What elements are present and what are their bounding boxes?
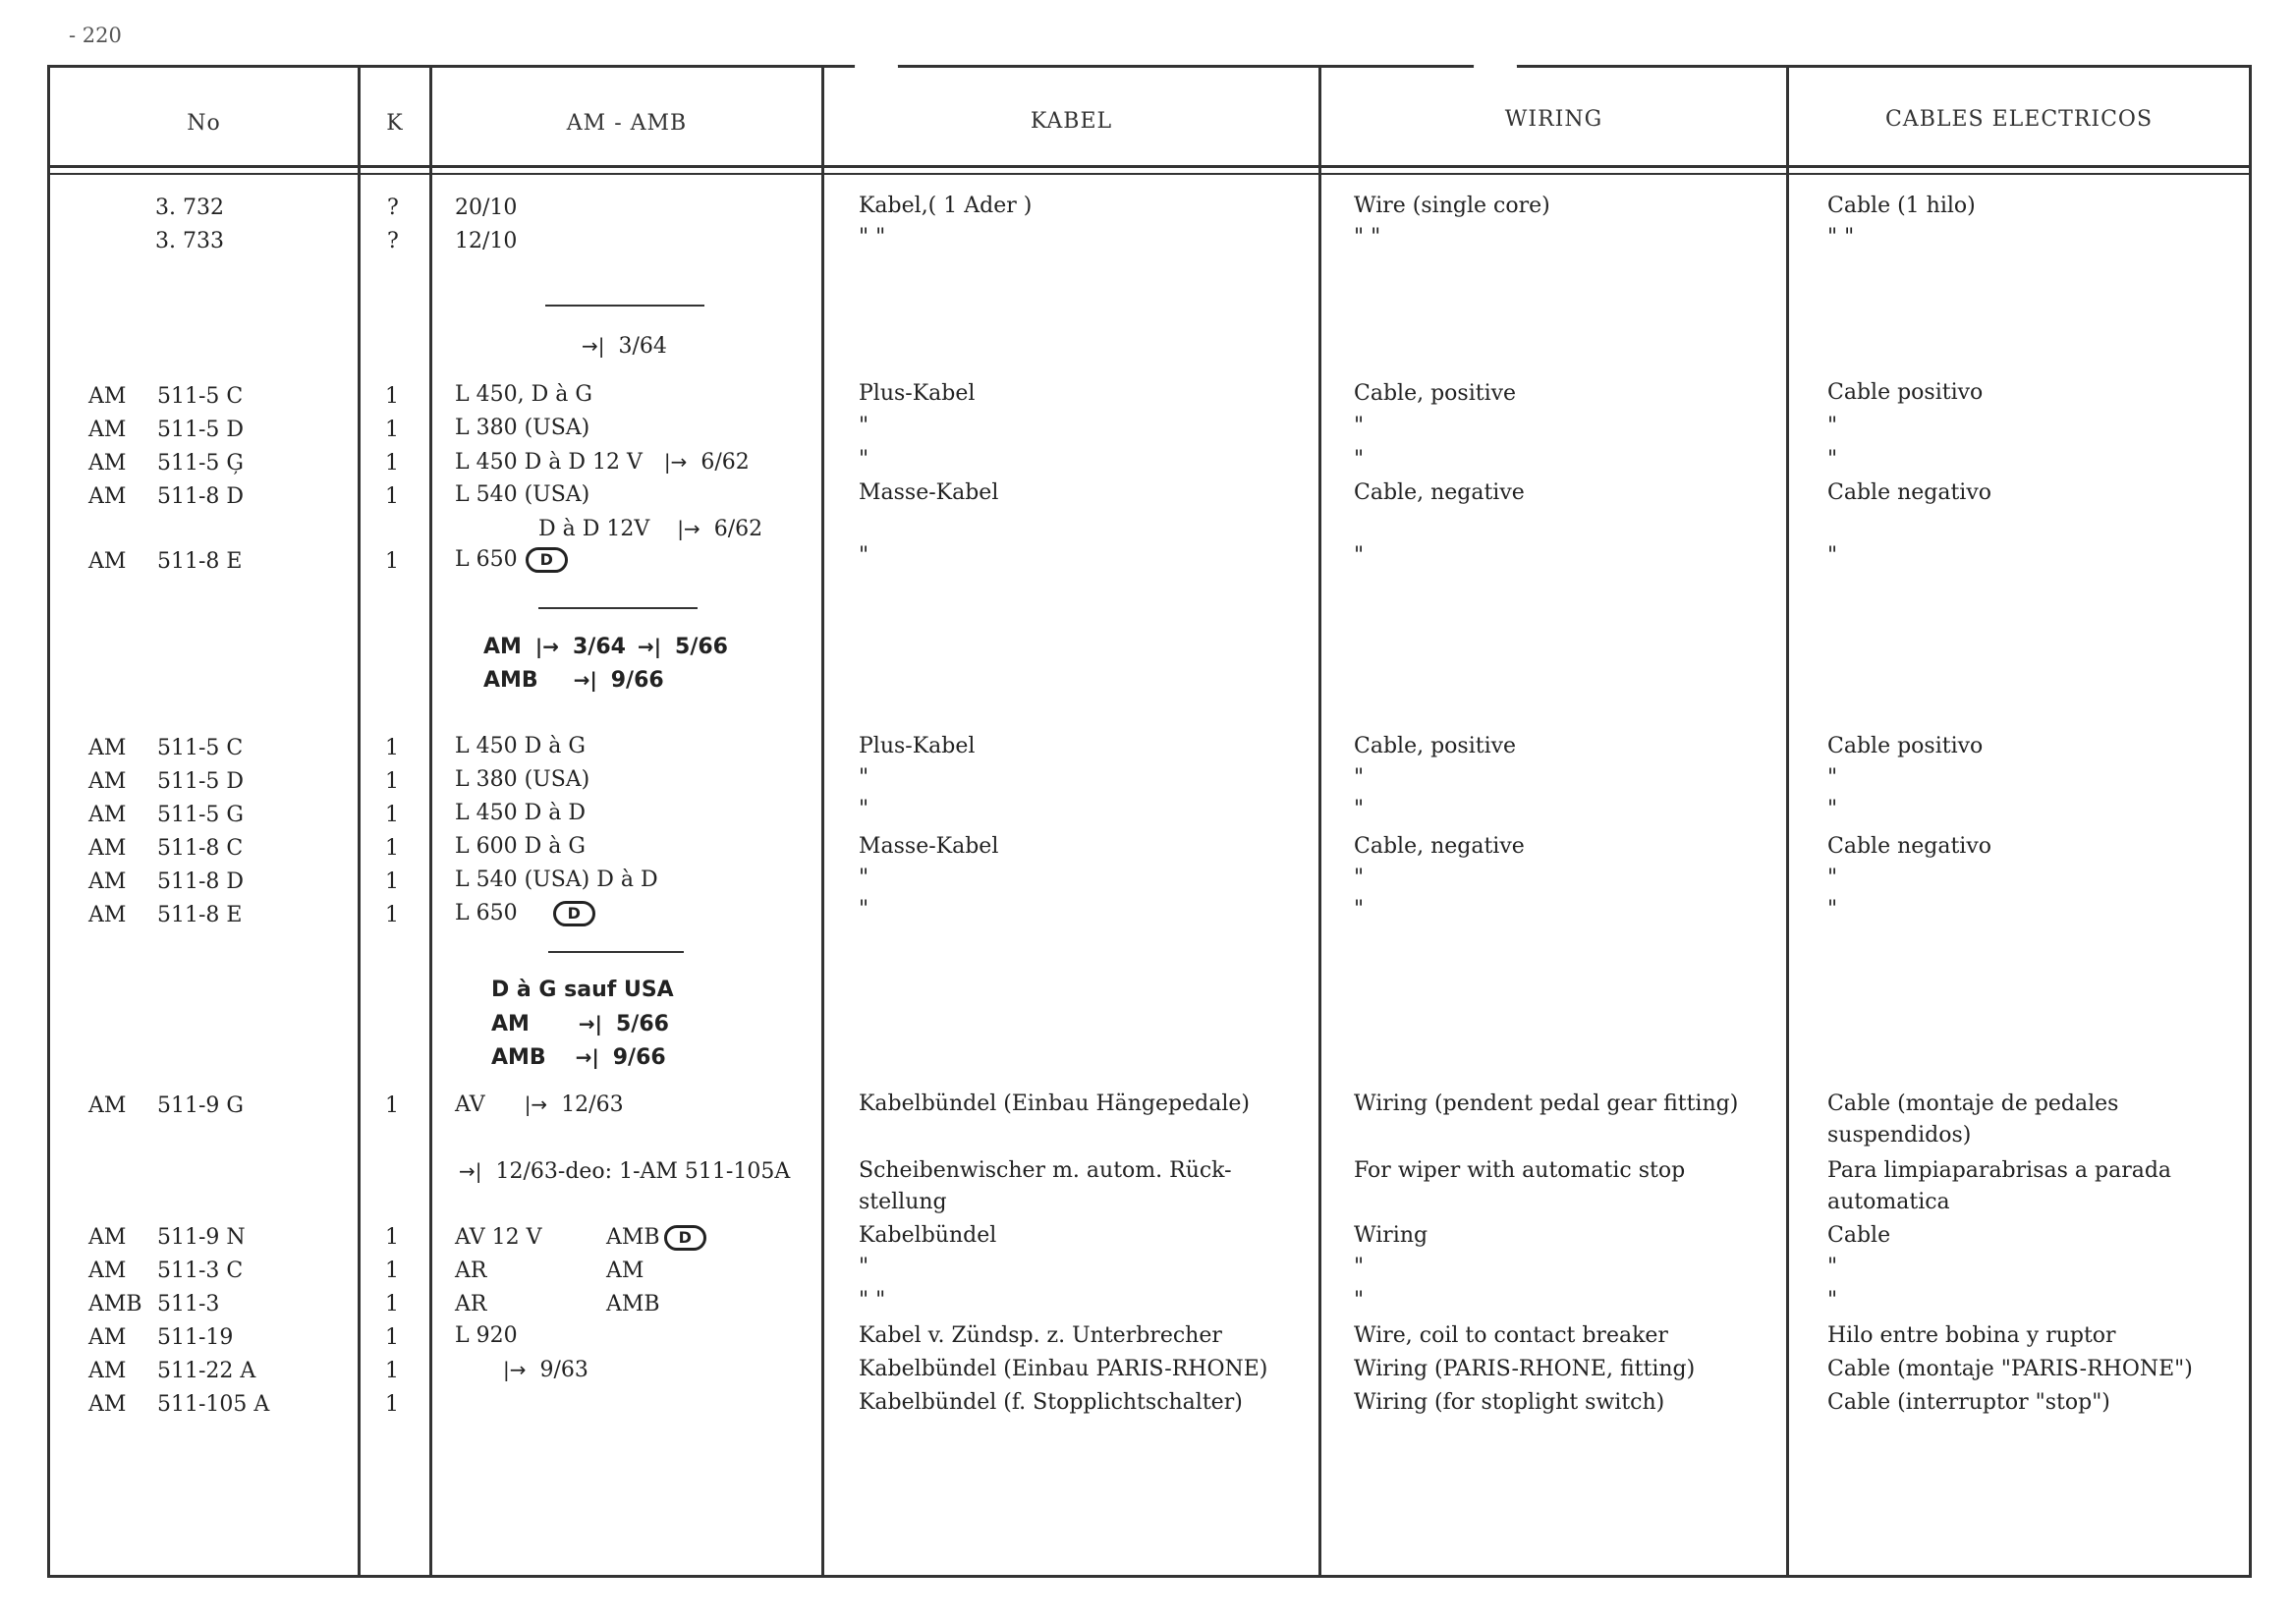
part-number: 511-5 D bbox=[157, 769, 245, 794]
wiring-text: Cable, negative bbox=[1354, 834, 1525, 859]
kabel-text: Kabelbündel (Einbau Hängepedale) bbox=[859, 1092, 1250, 1116]
model-info: AR bbox=[455, 1259, 487, 1283]
kabel-text: Kabel,( 1 Ader ) bbox=[859, 194, 1033, 218]
quantity: 1 bbox=[385, 1093, 399, 1118]
part-number: 511-3 bbox=[157, 1292, 220, 1316]
row-prefix: AM bbox=[88, 418, 127, 442]
quantity: 1 bbox=[385, 736, 399, 760]
group-note: D à G sauf USA bbox=[491, 978, 674, 1002]
part-number: 511-9 N bbox=[157, 1225, 246, 1250]
part-number: 511-8 E bbox=[157, 549, 243, 574]
quantity: 1 bbox=[385, 1292, 399, 1316]
quantity: ? bbox=[387, 196, 399, 220]
cables-text: " bbox=[1827, 797, 1838, 821]
group-am-dates: AM →| 5/66 bbox=[491, 1012, 669, 1036]
wiring-text: " bbox=[1354, 414, 1365, 438]
model-info: AV 12 V bbox=[455, 1225, 542, 1250]
d-badge-icon: D bbox=[526, 547, 568, 573]
until-arrow-icon: →| bbox=[575, 1045, 599, 1069]
row-prefix: AM bbox=[88, 1093, 127, 1118]
column-divider bbox=[1318, 65, 1321, 1578]
row-prefix: AM bbox=[88, 549, 127, 574]
model-info: L 450 D à G bbox=[455, 734, 586, 758]
wiring-text: For wiper with automatic stop bbox=[1354, 1158, 1686, 1183]
model-info: L 380 (USA) bbox=[455, 767, 590, 792]
quantity: ? bbox=[387, 229, 399, 253]
model-info: L 540 (USA) D à D bbox=[455, 868, 658, 892]
model-info: L 380 (USA) bbox=[455, 416, 590, 440]
quantity: 1 bbox=[385, 1325, 399, 1350]
cables-text: Cable negativo bbox=[1827, 480, 1992, 505]
row-prefix: AM bbox=[88, 1359, 127, 1383]
model-info: 12/10 bbox=[455, 229, 518, 253]
model-info: L 650 D bbox=[455, 546, 568, 574]
part-number: 511-5 D bbox=[157, 418, 245, 442]
header-no: No bbox=[187, 111, 221, 136]
quantity: 1 bbox=[385, 418, 399, 442]
cables-text: " bbox=[1827, 1255, 1838, 1279]
cables-text-cont: automatica bbox=[1827, 1190, 1950, 1214]
model-info: AV |→ 12/63 bbox=[455, 1092, 624, 1117]
cables-text: " bbox=[1827, 866, 1838, 890]
header-kabel: KABEL bbox=[1030, 109, 1113, 134]
quantity: 1 bbox=[385, 1225, 399, 1250]
row-prefix: AM bbox=[88, 903, 127, 927]
model-info: L 650 D bbox=[455, 900, 595, 927]
cables-text: " bbox=[1827, 447, 1838, 472]
kabel-text: " bbox=[859, 447, 869, 472]
cables-text: " " bbox=[1827, 225, 1855, 250]
cables-text: Cable (montaje "PARIS-RHONE") bbox=[1827, 1357, 2193, 1381]
wiring-text: Cable, positive bbox=[1354, 381, 1517, 406]
wiring-text: " bbox=[1354, 447, 1365, 472]
model-info: 20/10 bbox=[455, 196, 518, 220]
part-number: 511-8 E bbox=[157, 903, 243, 927]
part-number: 3. 732 bbox=[155, 196, 224, 220]
wiring-text: Wiring (pendent pedal gear fitting) bbox=[1354, 1092, 1739, 1116]
model-info: L 450, D à G bbox=[455, 382, 592, 407]
part-number: 511-3 C bbox=[157, 1259, 244, 1283]
until-arrow-icon: →| bbox=[582, 334, 605, 358]
quantity: 1 bbox=[385, 484, 399, 509]
kabel-text: Kabelbündel bbox=[859, 1223, 997, 1248]
model-info: L 450 D à D bbox=[455, 801, 586, 825]
part-number: 511-22 A bbox=[157, 1359, 256, 1383]
kabel-text: " bbox=[859, 1255, 869, 1279]
page-number: - 220 bbox=[69, 24, 122, 47]
until-arrow-icon: →| bbox=[637, 635, 662, 658]
column-divider bbox=[358, 65, 361, 1578]
quantity: 1 bbox=[385, 451, 399, 476]
cables-text-cont: suspendidos) bbox=[1827, 1123, 1972, 1148]
model-info-amb: AMB bbox=[606, 1292, 660, 1316]
kabel-text: Scheibenwischer m. autom. Rück- bbox=[859, 1158, 1232, 1183]
quantity: 1 bbox=[385, 384, 399, 409]
kabel-text: Plus-Kabel bbox=[859, 381, 976, 406]
kabel-text: Plus-Kabel bbox=[859, 734, 976, 758]
header-divider-2 bbox=[47, 173, 2252, 175]
group-date: →| 3/64 bbox=[582, 334, 667, 359]
kabel-text: Kabel v. Zündsp. z. Unterbrecher bbox=[859, 1323, 1222, 1348]
wiring-text: " bbox=[1354, 543, 1365, 568]
cables-text: " bbox=[1827, 765, 1838, 790]
cables-text: Cable (1 hilo) bbox=[1827, 194, 1976, 218]
model-info: AR bbox=[455, 1292, 487, 1316]
from-arrow-icon: |→ bbox=[503, 1358, 527, 1381]
wiring-text: " bbox=[1354, 897, 1365, 922]
wiring-text: Cable, negative bbox=[1354, 480, 1525, 505]
part-number: 511-8 D bbox=[157, 869, 245, 894]
quantity: 1 bbox=[385, 1259, 399, 1283]
cables-text: Cable positivo bbox=[1827, 380, 1984, 405]
model-info: L 540 (USA) bbox=[455, 482, 590, 507]
punch-hole-right bbox=[1474, 45, 1517, 88]
model-info: |→ 9/63 bbox=[503, 1358, 588, 1382]
row-prefix: AM bbox=[88, 384, 127, 409]
kabel-text: Kabelbündel (f. Stopplichtschalter) bbox=[859, 1390, 1243, 1415]
group-separator bbox=[548, 951, 684, 953]
header-k: K bbox=[386, 111, 404, 136]
cables-text: " bbox=[1827, 1288, 1838, 1313]
kabel-text: " bbox=[859, 765, 869, 790]
table-frame bbox=[47, 65, 2252, 1578]
row-prefix: AM bbox=[88, 836, 127, 861]
quantity: 1 bbox=[385, 803, 399, 827]
row-prefix: AM bbox=[88, 869, 127, 894]
model-info: L 920 bbox=[455, 1323, 518, 1348]
row-prefix: AM bbox=[88, 484, 127, 509]
cables-text: Cable negativo bbox=[1827, 834, 1992, 859]
column-divider bbox=[429, 65, 432, 1578]
group-amb-dates: AMB →| 9/66 bbox=[483, 668, 664, 693]
kabel-text-cont: stellung bbox=[859, 1190, 947, 1214]
model-info: L 450 D à D 12 V |→ 6/62 bbox=[455, 450, 750, 475]
header-cables-electricos: CABLES ELECTRICOS bbox=[1884, 107, 2154, 132]
from-arrow-icon: |→ bbox=[524, 1092, 548, 1116]
column-divider bbox=[1786, 65, 1789, 1578]
kabel-text: " " bbox=[859, 225, 886, 250]
row-prefix: AM bbox=[88, 1259, 127, 1283]
header-am-amb: AM - AMB bbox=[566, 111, 688, 136]
quantity: 1 bbox=[385, 549, 399, 574]
quantity: 1 bbox=[385, 769, 399, 794]
wiring-text: " bbox=[1354, 866, 1365, 890]
cables-text: Cable positivo bbox=[1827, 734, 1984, 758]
quantity: 1 bbox=[385, 836, 399, 861]
row-prefix: AM bbox=[88, 736, 127, 760]
cables-text: Cable (interruptor "stop") bbox=[1827, 1390, 2110, 1415]
cables-text: " bbox=[1827, 414, 1838, 438]
from-arrow-icon: |→ bbox=[663, 450, 688, 474]
wiring-text: " bbox=[1354, 1288, 1365, 1313]
quantity: 1 bbox=[385, 1359, 399, 1383]
group-am-dates: AM |→ 3/64 →| 5/66 bbox=[483, 635, 728, 659]
wiring-text: " bbox=[1354, 765, 1365, 790]
punch-hole-left bbox=[855, 45, 898, 88]
wiring-text: Wiring (for stoplight switch) bbox=[1354, 1390, 1665, 1415]
part-number: 511-5 C bbox=[157, 384, 244, 409]
until-arrow-icon: →| bbox=[459, 1159, 482, 1183]
header-wiring: WIRING bbox=[1504, 107, 1603, 132]
from-arrow-icon: |→ bbox=[677, 517, 700, 540]
kabel-text: " " bbox=[859, 1288, 886, 1313]
group-amb-dates: AMB →| 9/66 bbox=[491, 1045, 666, 1070]
row-prefix: AMB bbox=[88, 1292, 142, 1316]
part-number: 511-5 Ģ bbox=[157, 451, 244, 476]
quantity: 1 bbox=[385, 1392, 399, 1417]
wiring-text: Cable, positive bbox=[1354, 734, 1517, 758]
part-number: 511-105 A bbox=[157, 1392, 270, 1417]
model-info-am: AM bbox=[606, 1259, 644, 1283]
kabel-text: Masse-Kabel bbox=[859, 834, 999, 859]
cables-text: Para limpiaparabrisas a parada bbox=[1827, 1158, 2172, 1183]
model-info: →| 12/63-deo: 1-AM 511-105A bbox=[459, 1159, 791, 1184]
kabel-text: " bbox=[859, 543, 869, 568]
d-badge-icon: D bbox=[553, 901, 595, 926]
part-number: 511-8 D bbox=[157, 484, 245, 509]
wiring-text: " bbox=[1354, 797, 1365, 821]
column-divider bbox=[821, 65, 824, 1578]
model-info: D à D 12V |→ 6/62 bbox=[538, 517, 763, 541]
wiring-text: Wiring bbox=[1354, 1223, 1428, 1248]
wiring-text: " " bbox=[1354, 225, 1381, 250]
part-number: 511-9 G bbox=[157, 1093, 244, 1118]
quantity: 1 bbox=[385, 903, 399, 927]
cables-text: Cable bbox=[1827, 1223, 1891, 1248]
from-arrow-icon: |→ bbox=[534, 635, 559, 658]
wiring-text: Wiring (PARIS-RHONE, fitting) bbox=[1354, 1357, 1696, 1381]
wiring-text: Wire, coil to contact breaker bbox=[1354, 1323, 1668, 1348]
part-number: 511-5 C bbox=[157, 736, 244, 760]
row-prefix: AM bbox=[88, 1225, 127, 1250]
kabel-text: Kabelbündel (Einbau PARIS-RHONE) bbox=[859, 1357, 1268, 1381]
part-number: 3. 733 bbox=[155, 229, 224, 253]
kabel-text: " bbox=[859, 897, 869, 922]
wiring-text: Wire (single core) bbox=[1354, 194, 1550, 218]
row-prefix: AM bbox=[88, 803, 127, 827]
model-info-amb: AMB D bbox=[606, 1224, 706, 1252]
row-prefix: AM bbox=[88, 769, 127, 794]
row-prefix: AM bbox=[88, 1392, 127, 1417]
group-separator bbox=[545, 305, 704, 307]
part-number: 511-19 bbox=[157, 1325, 234, 1350]
quantity: 1 bbox=[385, 869, 399, 894]
until-arrow-icon: →| bbox=[573, 668, 597, 692]
header-divider bbox=[47, 165, 2252, 168]
model-info: L 600 D à G bbox=[455, 834, 586, 859]
cables-text: Cable (montaje de pedales bbox=[1827, 1092, 2119, 1116]
d-badge-icon: D bbox=[664, 1225, 706, 1251]
kabel-text: Masse-Kabel bbox=[859, 480, 999, 505]
row-prefix: AM bbox=[88, 1325, 127, 1350]
part-number: 511-5 G bbox=[157, 803, 244, 827]
part-number: 511-8 C bbox=[157, 836, 244, 861]
group-separator bbox=[538, 607, 698, 609]
kabel-text: " bbox=[859, 797, 869, 821]
cables-text: " bbox=[1827, 543, 1838, 568]
kabel-text: " bbox=[859, 414, 869, 438]
row-prefix: AM bbox=[88, 451, 127, 476]
kabel-text: " bbox=[859, 866, 869, 890]
wiring-text: " bbox=[1354, 1255, 1365, 1279]
until-arrow-icon: →| bbox=[578, 1012, 602, 1036]
cables-text: " bbox=[1827, 897, 1838, 922]
cables-text: Hilo entre bobina y ruptor bbox=[1827, 1323, 2116, 1348]
